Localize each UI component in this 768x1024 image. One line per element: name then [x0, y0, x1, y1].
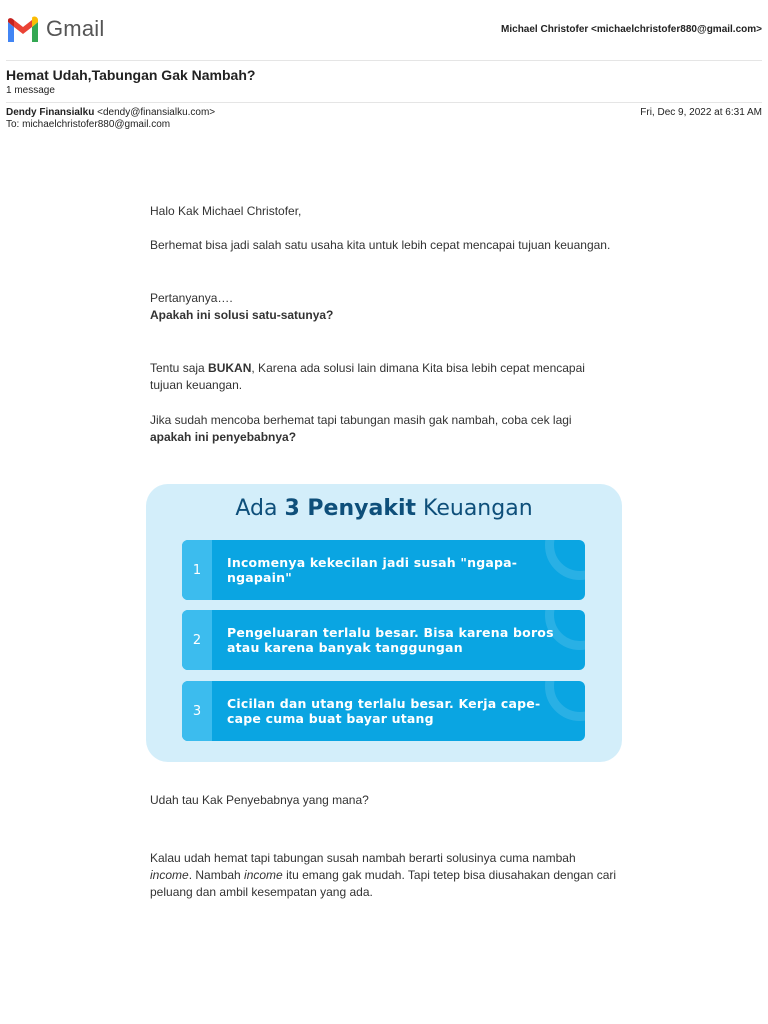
item-text: Cicilan dan utang terlalu besar. Kerja cape-cape cuma buat bayar utang — [227, 696, 541, 726]
paragraph-3 — [150, 360, 620, 394]
sender-name: Dendy Finansialku — [6, 107, 95, 118]
banner-item — [182, 610, 585, 670]
sender — [6, 107, 215, 118]
item-number: 2 — [182, 610, 212, 670]
gmail-icon — [6, 16, 40, 42]
sender-email: <dendy@finansialku.com> — [97, 107, 216, 118]
email-body-greeting — [150, 203, 620, 220]
paragraph-4 — [150, 412, 620, 446]
item-number: 1 — [182, 540, 212, 600]
paragraph-italic: income — [150, 868, 189, 882]
paragraph-text: Tentu saja BUKAN, Karena ada solusi lain dimana Kita bisa lebih cepat mencapai tujuan keuangan. — [150, 361, 585, 392]
recipient: To: michaelchristofer880@gmail.com — [6, 119, 171, 130]
three-financial-diseases-banner — [146, 484, 622, 762]
item-number: 3 — [182, 681, 212, 741]
banner-item — [182, 681, 585, 741]
paragraph-italic: income — [244, 868, 283, 882]
paragraph-1 — [150, 237, 620, 254]
paragraph-bold: apakah ini penyebabnya? — [150, 430, 297, 444]
app-name: Gmail — [46, 16, 105, 41]
divider — [6, 102, 762, 103]
app-header — [0, 0, 768, 60]
message-date: Fri, Dec 9, 2022 at 6:31 AM — [640, 107, 762, 118]
divider — [6, 60, 762, 61]
item-text: Pengeluaran terlalu besar. Bisa karena boros atau karena banyak tanggungan — [227, 625, 554, 655]
greeting: Halo Kak Michael Christofer, — [150, 204, 302, 218]
paragraph-text: Berhemat bisa jadi salah satu usaha kita untuk lebih cepat mencapai tujuan keuangan. — [150, 238, 611, 252]
paragraph-text: Kalau udah hemat tapi tabungan susah nambah berarti solusinya cuma nambah income. Nambah income itu emang gak mudah. Tapi tetep bisa diusahakan dengan cari peluang dan ambil kesempatan yang ada. — [150, 851, 617, 899]
paragraph-text: Pertanyanya…. — [150, 291, 233, 305]
gmail-logo[interactable] — [6, 16, 104, 42]
item-text: Incomenya kekecilan jadi susah "ngapa-ngapain" — [227, 555, 518, 585]
email-subject: Hemat Udah,Tabungan Gak Nambah? — [6, 67, 256, 83]
banner-title: Ada 3 Penyakit Keuangan — [235, 496, 533, 521]
paragraph-5 — [150, 792, 620, 809]
paragraph-text: Jika sudah mencoba berhemat tapi tabungan masih gak nambah, coba cek lagi — [150, 413, 572, 427]
paragraph-text: Udah tau Kak Penyebabnya yang mana? — [150, 793, 369, 807]
paragraph-bold: Apakah ini solusi satu-satunya? — [150, 308, 334, 322]
paragraph-bold: BUKAN — [208, 361, 252, 375]
account-info: Michael Christofer <michaelchristofer880@gmail.com> — [501, 24, 762, 35]
banner-item — [182, 540, 585, 600]
paragraph-2 — [150, 290, 620, 324]
message-count: 1 message — [6, 85, 55, 96]
paragraph-6 — [150, 850, 620, 901]
